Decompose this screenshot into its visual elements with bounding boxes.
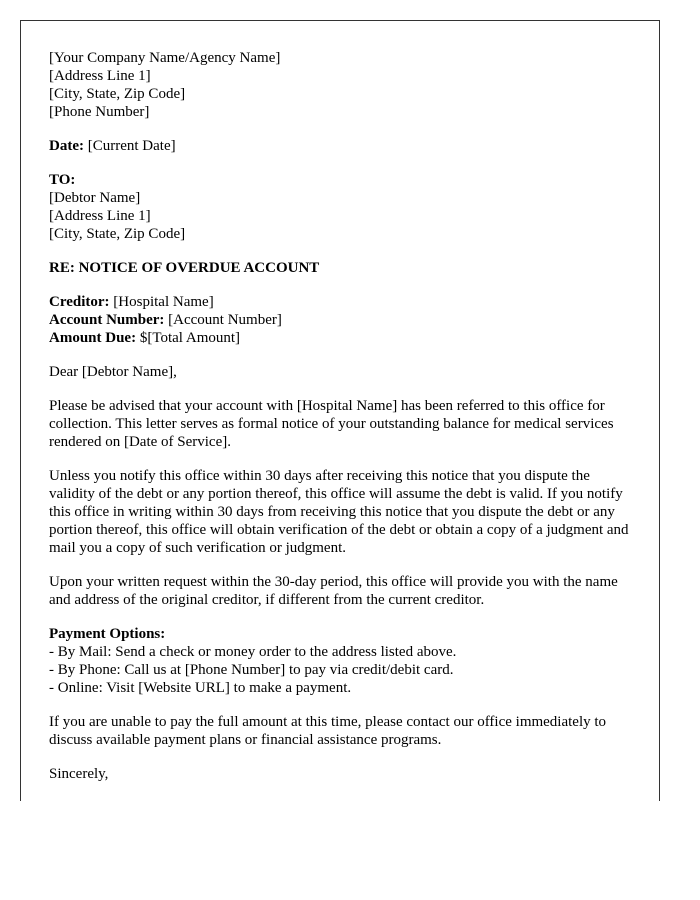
account-number-value: [Account Number] <box>164 312 282 328</box>
amount-due-label: Amount Due: <box>49 330 137 346</box>
letter-page <box>20 20 660 801</box>
date-value: [Current Date] <box>83 138 176 154</box>
salutation: Dear [Debtor Name], <box>49 364 177 380</box>
sender-address: [Address Line 1] <box>49 68 151 84</box>
account-number-label: Account Number: <box>49 312 165 328</box>
sender-company: [Your Company Name/Agency Name] <box>49 50 281 66</box>
creditor-label: Creditor: <box>49 294 110 310</box>
sender-city-state-zip: [City, State, Zip Code] <box>49 86 186 102</box>
signoff-block <box>49 765 633 783</box>
amount-due-line <box>49 329 633 347</box>
recipient-name: [Debtor Name] <box>49 190 141 206</box>
payment-option-online: - Online: Visit [Website URL] to make a payment. <box>49 680 352 696</box>
account-details <box>49 293 633 347</box>
amount-due-value: $[Total Amount] <box>136 330 241 346</box>
creditor-value: [Hospital Name] <box>109 294 214 310</box>
payment-options-heading: Payment Options: <box>49 626 166 642</box>
paragraph-text: Upon your written request within the 30-day period, this office will provide you with the name and address of the original creditor, if different from the current creditor. <box>49 574 618 608</box>
payment-options <box>49 625 633 697</box>
paragraph-text: If you are unable to pay the full amount at this time, please contact our office immediately to discuss available payment plans or financial assistance programs. <box>49 714 607 748</box>
paragraph-referral <box>49 397 633 451</box>
recipient-city-state-zip: [City, State, Zip Code] <box>49 226 186 242</box>
paragraph-text: Please be advised that your account with [Hospital Name] has been referred to this office for collection. This letter serves as formal notice of your outstanding balance for medical services rendered on [Date of Service]. <box>49 398 614 450</box>
payment-option-phone: - By Phone: Call us at [Phone Number] to pay via credit/debit card. <box>49 662 454 678</box>
date-label: Date: <box>49 138 84 154</box>
account-number-line <box>49 311 633 329</box>
sender-block <box>49 49 633 121</box>
signoff: Sincerely, <box>49 766 109 782</box>
paragraph-payment-plans <box>49 713 633 749</box>
creditor-line <box>49 293 633 311</box>
paragraph-dispute <box>49 467 633 557</box>
sender-phone: [Phone Number] <box>49 104 150 120</box>
letter-body <box>49 49 633 799</box>
recipient-address: [Address Line 1] <box>49 208 151 224</box>
date-block <box>49 137 633 155</box>
paragraph-original-creditor <box>49 573 633 609</box>
recipient-block <box>49 171 633 243</box>
paragraph-text: Unless you notify this office within 30 days after receiving this notice that you dispute the validity of the debt or any portion thereof, this office will assume the debt is valid. If you notify this office in writing within 30 days from receiving this notice that you dispute the debt or any portion thereof, this office will obtain verification of the debt or obtain a copy of a judgment and mail you a copy of such verification or judgment. <box>49 468 629 556</box>
subject-line: RE: NOTICE OF OVERDUE ACCOUNT <box>49 260 320 276</box>
subject-block <box>49 259 633 277</box>
recipient-label: TO: <box>49 172 76 188</box>
salutation-block <box>49 363 633 381</box>
date-line <box>49 137 633 155</box>
payment-option-mail: - By Mail: Send a check or money order to the address listed above. <box>49 644 457 660</box>
